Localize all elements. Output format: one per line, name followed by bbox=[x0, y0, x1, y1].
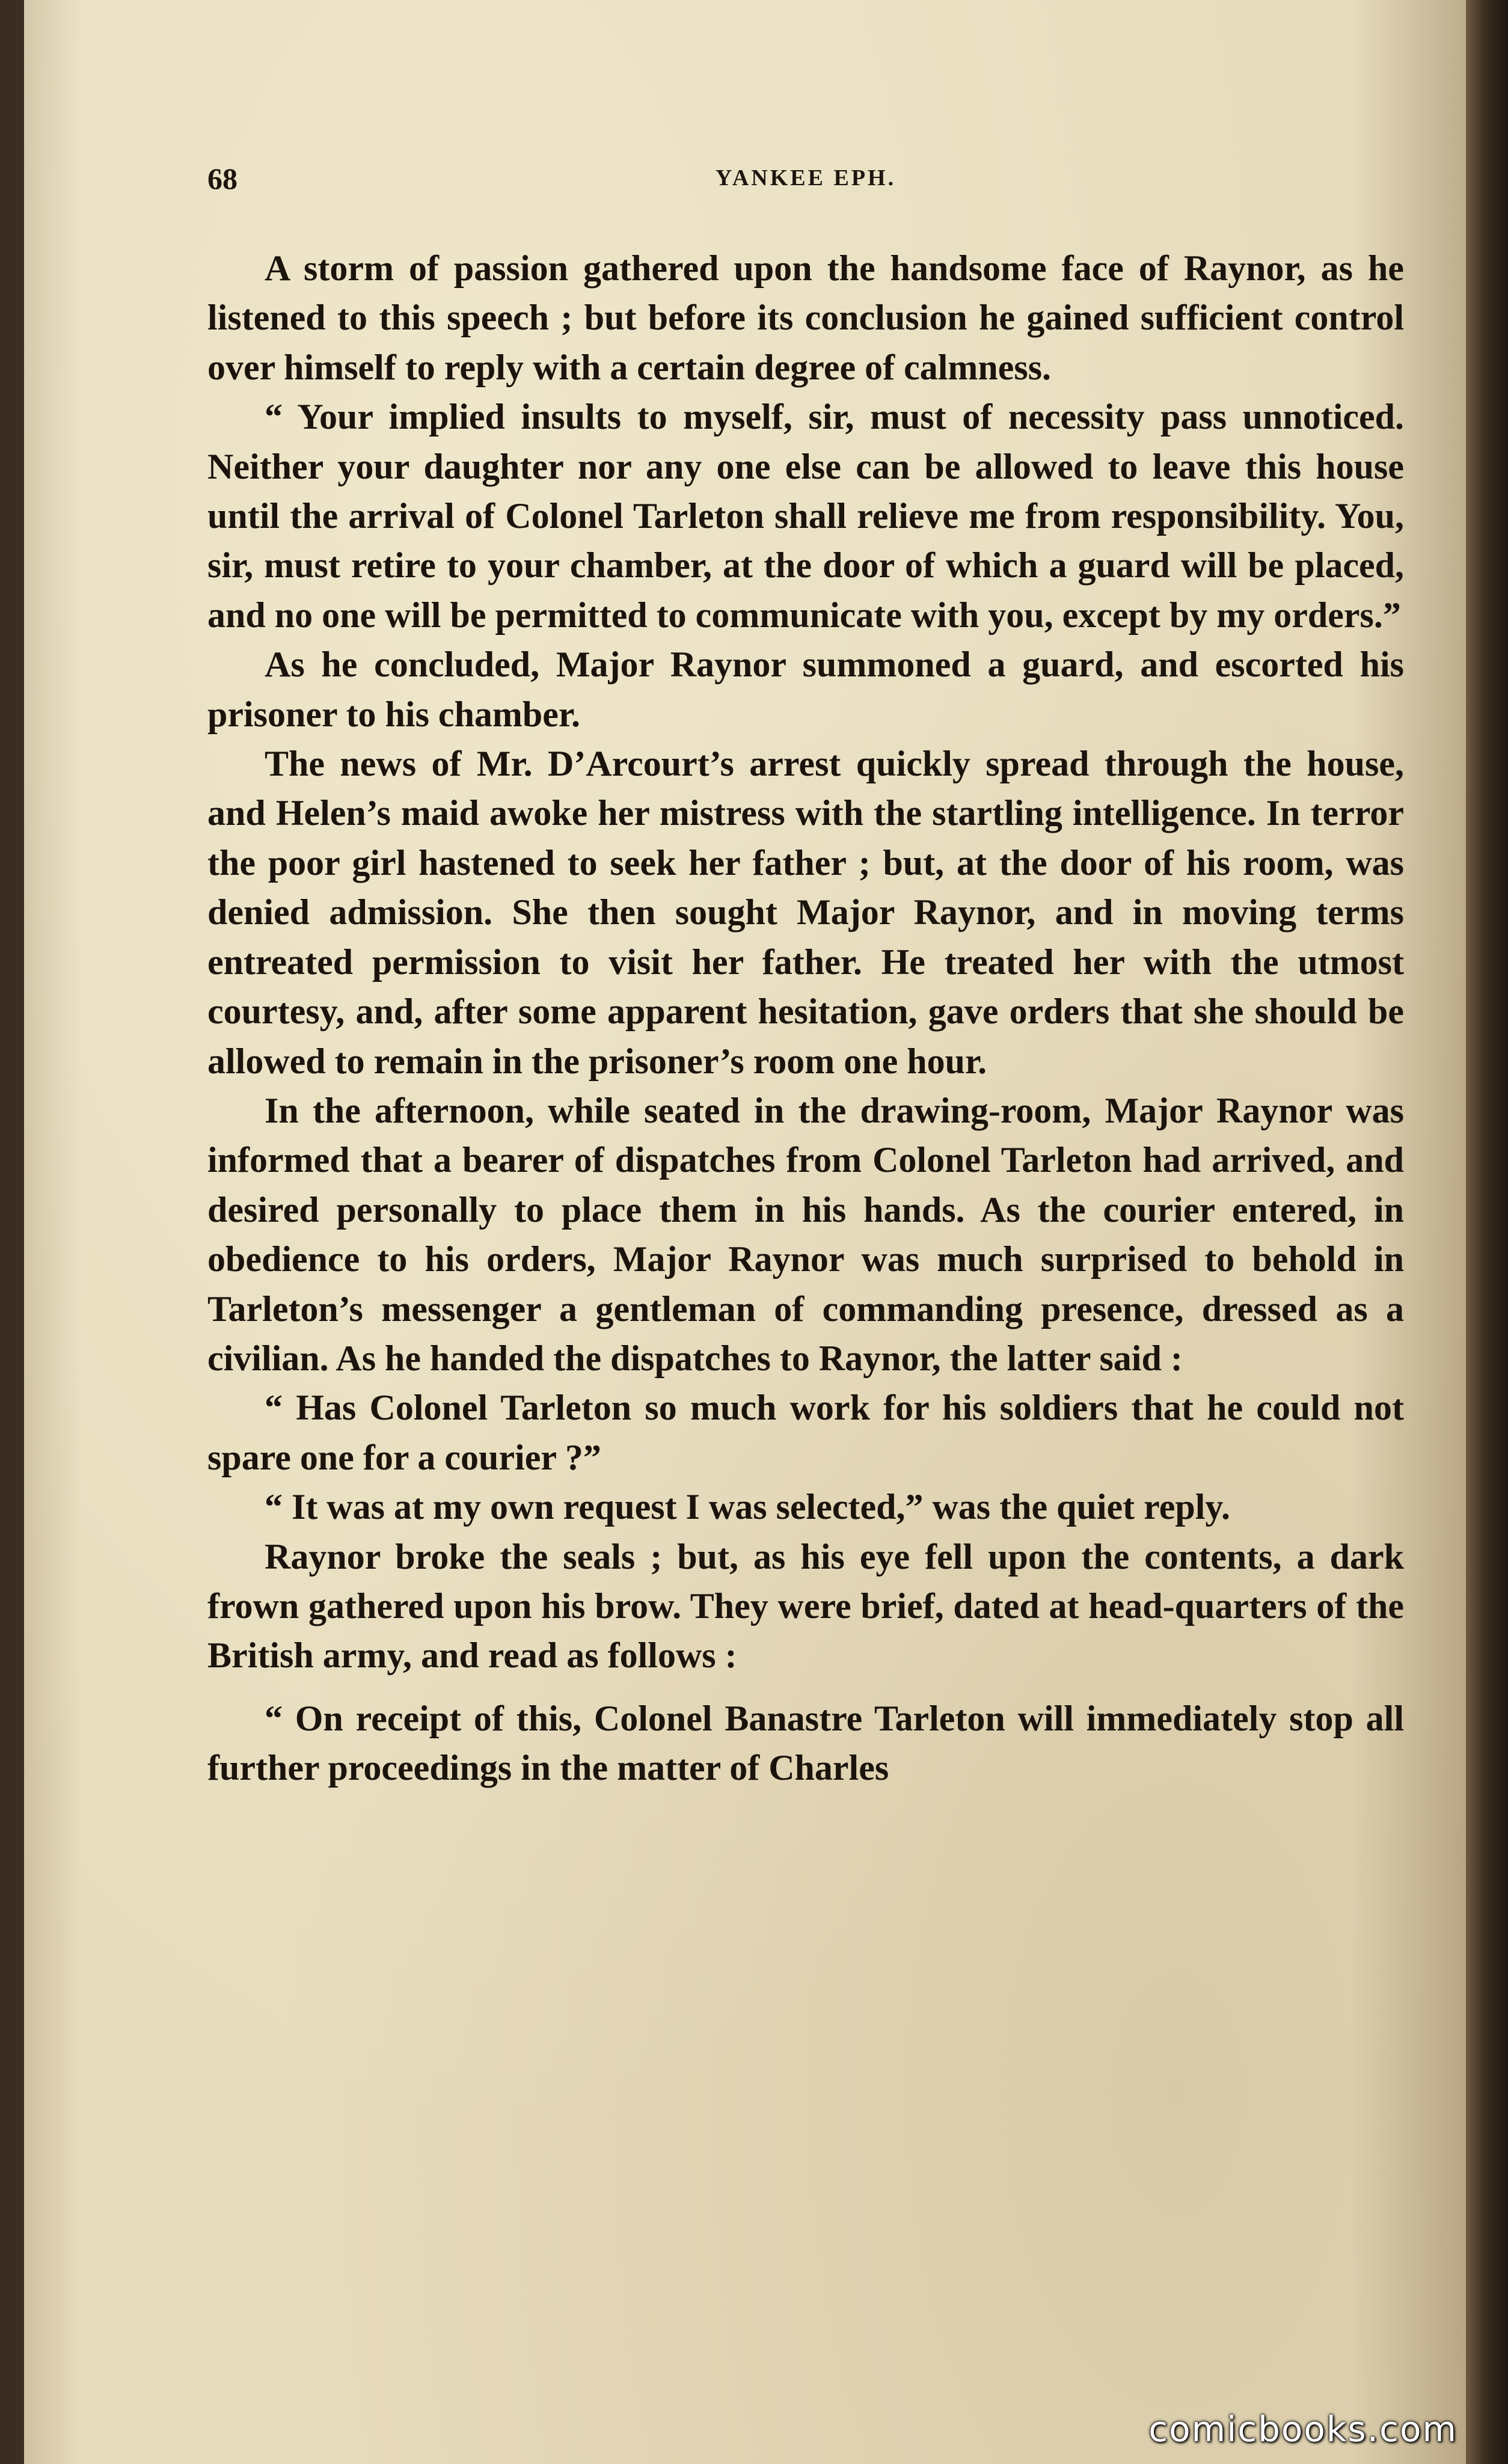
paragraph-arrest-news: The news of Mr. D’Arcourt’s arrest quickly spread through the house, and Helen’s maid awoke her mistress with the startling intelligence. In terror the poor girl hastened to seek her father ; but, at the door of his room, was denied admission. She then sought Major Raynor, and in moving terms entreated permission to visit her father. He treated her with the utmost courtesy, and, after some apparent hesitation, gave orders that she should be allowed to remain in the prisoner’s room one hour. bbox=[207, 744, 1404, 1081]
scan-left-edge bbox=[0, 0, 24, 2464]
paragraph-courier-arrives: In the afternoon, while seated in the drawing-room, Major Raynor was informed that a bearer of dispatches from Colonel Tarleton had arrived, and desired personally to place them in his hands. As the courier entered, in obedience to his orders, Major Raynor was much surprised to behold in Tarleton’s messenger a gentleman of commanding presence, dressed as a civilian. As he handed the dispatches to Raynor, the latter said : bbox=[207, 1090, 1404, 1378]
paragraph-storm-of-passion: A storm of passion gathered upon the handsome face of Raynor, as he listened to this speech ; but before its conclusion he gained sufficient control over himself to reply with a certain degree of calmness. bbox=[207, 248, 1404, 387]
body-text bbox=[207, 244, 1404, 1793]
scan-right-edge bbox=[1466, 0, 1508, 2464]
page-header bbox=[207, 161, 1404, 203]
paragraph-dispatch-letter: “ On receipt of this, Colonel Banastre Tarleton will immediately stop all further proceedings in the matter of Charles bbox=[207, 1698, 1404, 1788]
watermark-text: comicbooks.com bbox=[1148, 2409, 1457, 2450]
paragraph-raynor-question: “ Has Colonel Tarleton so much work for his soldiers that he could not spare one for a courier ?” bbox=[207, 1388, 1404, 1477]
page-number: 68 bbox=[207, 162, 238, 195]
running-title: YANKEE EPH. bbox=[715, 165, 897, 191]
paragraph-raynor-speech: “ Your implied insults to myself, sir, must of necessity pass unnoticed. Neither your daughter nor any one else can be allowed to leave this house until the arrival of Colonel Tarleton shall relieve me from responsibility. You, sir, must retire to your chamber, at the door of which a guard will be placed, and no one will be permitted to communicate with you, except by my orders.” bbox=[207, 397, 1404, 635]
paragraph-courier-reply: “ It was at my own request I was selected,” was the quiet reply. bbox=[265, 1487, 1231, 1527]
paragraph-seals-broken: Raynor broke the seals ; but, as his eye fell upon the contents, a dark frown gathered upon his brow. They were brief, dated at head-quarters of the British army, and read as follows : bbox=[207, 1536, 1404, 1676]
paragraph-guard-summoned: As he concluded, Major Raynor summoned a guard, and escorted his prisoner to his chamber. bbox=[207, 645, 1404, 734]
